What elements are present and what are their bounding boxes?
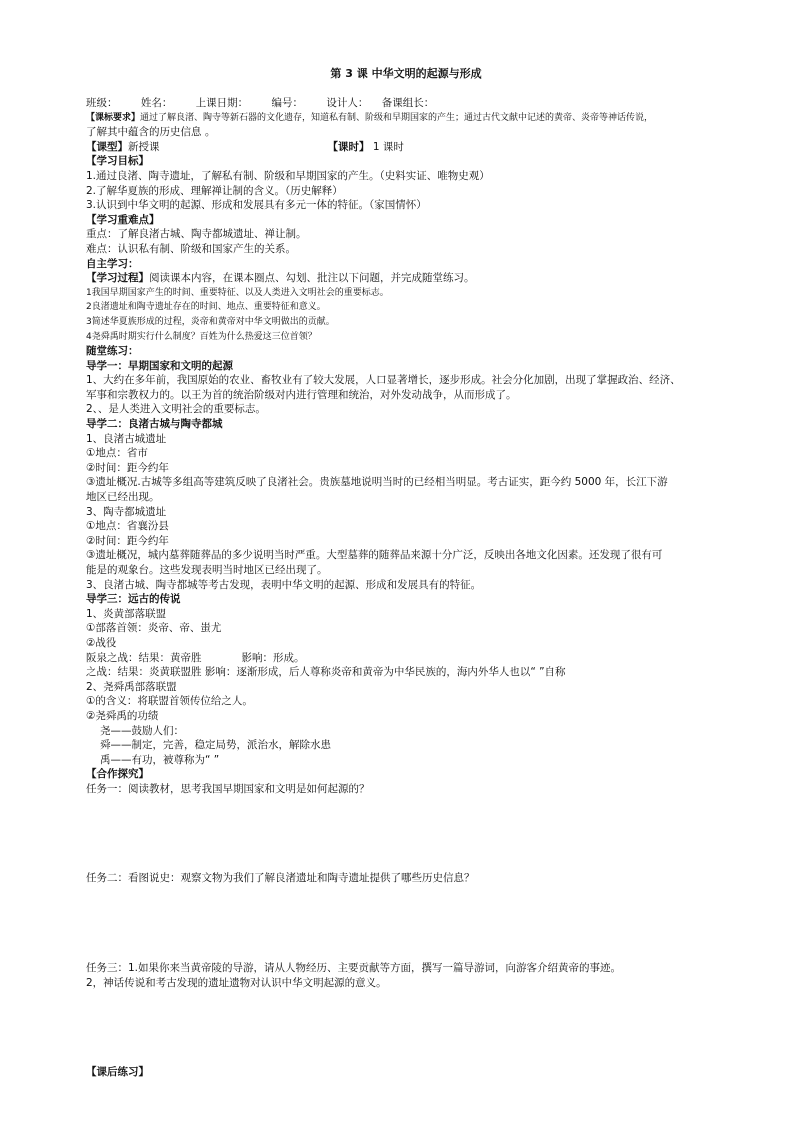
task-two: 任务二：看图说史：观察文物为我们了解良渚遗址和陶寺遗址提供了哪些历史信息？ — [86, 871, 475, 884]
task-one: 任务一：阅读教材，思考我国早期国家和文明是如何起源的？ — [86, 782, 370, 795]
guide2-summary: 3、良渚古城、陶寺都城等考古发现，表明中华文明的起源、形成和发展具有的特征。 — [86, 578, 482, 591]
liangzhu-desc-cont: 地区已经出现。 — [86, 491, 160, 504]
name-field: 姓名： — [140, 97, 173, 109]
goals-heading: 【学习目标】 — [86, 155, 149, 168]
learning-process: 【学习过程】阅读课本内容，在课本圈点、勾划、批注以下问题，并完成随堂练习。 — [86, 272, 475, 285]
guide3-heading: 导学三：远古的传说 — [86, 593, 181, 606]
class-field: 班级： — [86, 97, 118, 109]
guide1-para-cont: 军事和宗教权力的。以王为首的统治阶级对内进行管理和统治，对外发动战争，从而形成了。 — [86, 388, 517, 401]
merits-heading: ②尧舜禹的功绩 — [86, 709, 159, 722]
designer-field: 设计人： — [326, 97, 369, 109]
liangzhu-heading: 1、良渚古城遗址 — [86, 432, 167, 445]
taosi-desc-cont: 能是的观象台。这些发现表明当时地区已经出现了。 — [86, 564, 328, 576]
process-item: 4尧舜禹时期实行什么制度？百姓为什么热爱这三位首领？ — [86, 331, 317, 342]
lesson-title: 第 3 课 中华文明的起源与形成 — [330, 67, 482, 80]
curriculum-requirement: 【课标要求】通过了解良渚、陶寺等新石器的文化遗存，知道私有制、阶级和早期国家的产生；通过古代文献中记述的黄帝、炎帝等神话传说， — [86, 112, 654, 123]
goal-item: 2.了解华夏族的形成、理解禅让制的含义。（历史解释） — [86, 184, 343, 197]
taosi-desc: ③遗址概况，城内墓葬随葬品的多少说明当时严重。大型墓葬的随葬品来源十分广泛，反映出各地文化因素。还发现了很有可 — [86, 549, 663, 562]
key-point: 重点：了解良渚古城、陶寺都城遗址、禅让制。 — [86, 228, 307, 241]
key-points-heading: 【学习重难点】 — [86, 213, 160, 226]
lesson-type-row: 【课型】新授课 【课时】 1 课时 — [86, 140, 404, 153]
guide1-para2: 2、、是人类进入文明社会的重要标志。 — [86, 403, 266, 416]
battles-heading: ②战役 — [86, 636, 117, 649]
abdication-meaning: ①的含义：将联盟首领传位给之人。 — [86, 695, 253, 708]
guide1-heading: 导学一：早期国家和文明的起源 — [86, 359, 233, 372]
goal-item: 3.认识到中华文明的起源、形成和发展具有多元一体的特征。（家国情怀） — [86, 199, 427, 212]
yu-merit: 禹——有功，被尊称为“ ” — [100, 753, 220, 766]
process-item: 2良渚遗址和陶寺遗址存在的时间、地点、重要特征和意义。 — [86, 302, 326, 313]
guide1-para: 1、大约在多年前，我国原始的农业、畜牧业有了较大发展，人口显著增长，逐步形成。社会分化加剧，出现了掌握政治、经济、 — [86, 374, 681, 387]
section-label: 【课标要求】 — [86, 112, 141, 123]
yaoshunyu-heading: 2、尧舜禹部落联盟 — [86, 680, 177, 693]
task-three-cont: 2，神话传说和考古发现的遗址遗物对认识中华文明起源的意义。 — [86, 976, 387, 989]
leader-field: 备课组长： — [381, 97, 435, 109]
date-field: 上课日期： — [195, 97, 249, 109]
yanhuang-heading: 1、炎黄部落联盟 — [86, 607, 167, 620]
liangzhu-desc: ③遗址概况.古城等多组高等建筑反映了良渚社会。贵族墓地说明当时的已经相当明显。考古证实，距今约 5000 年，长江下游 — [86, 476, 668, 489]
liangzhu-time: ②时间：距今约年 — [86, 461, 169, 474]
tribe-leaders: ①部落首领：炎帝、帝、蚩尤 — [86, 622, 222, 635]
class-info-row — [86, 96, 726, 111]
taosi-heading: 3、陶寺都城遗址 — [86, 505, 167, 518]
after-class-heading: 【课后练习】 — [86, 1066, 149, 1079]
difficult-point: 难点：认识私有制、阶级和国家产生的关系。 — [86, 242, 296, 255]
task-three: 任务三：1.如果你来当黄帝陵的导游，请从人物经历、主要贡献等方面，撰写一篇导游词，向游客介绍黄帝的事迹。 — [86, 962, 622, 975]
taosi-place: ①地点：省襄汾县 — [86, 520, 169, 533]
yao-merit: 尧——鼓励人们： — [100, 724, 184, 737]
goal-item: 1.通过良渚、陶寺遗址，了解私有制、阶级和早期国家的产生。（史料实证、唯物史观） — [86, 169, 490, 182]
practice-heading: 随堂练习： — [86, 345, 139, 358]
number-field: 编号： — [271, 97, 304, 109]
shun-merit: 舜——制定，完善，稳定局势，派治水，解除水患 — [100, 739, 331, 752]
self-study-heading: 自主学习： — [86, 257, 139, 270]
process-item: 3简述华夏族形成的过程，炎帝和黄帝对中华文明做出的贡献。 — [86, 316, 335, 327]
coop-heading: 【合作探究】 — [86, 768, 149, 781]
curriculum-requirement-cont: 了解其中蕴含的历史信息 。 — [86, 126, 216, 139]
process-item: 1我国早期国家产生的时间、重要特征、以及人类进入文明社会的重要标志。 — [86, 287, 389, 298]
zhuolu-battle: 之战：结果：炎黄联盟胜 影响：逐渐形成，后人尊称炎帝和黄帝为中华民族的，海内外华人也以“ ”自称 — [86, 666, 566, 679]
liangzhu-place: ①地点：省市 — [86, 447, 148, 460]
guide2-heading: 导学二：良渚古城与陶寺都城 — [86, 418, 223, 431]
document-page — [86, 66, 726, 1080]
taosi-time: ②时间：距今约年 — [86, 534, 169, 547]
banquan-battle: 阪泉之战：结果：黄帝胜 影响：形成。 — [86, 651, 305, 664]
